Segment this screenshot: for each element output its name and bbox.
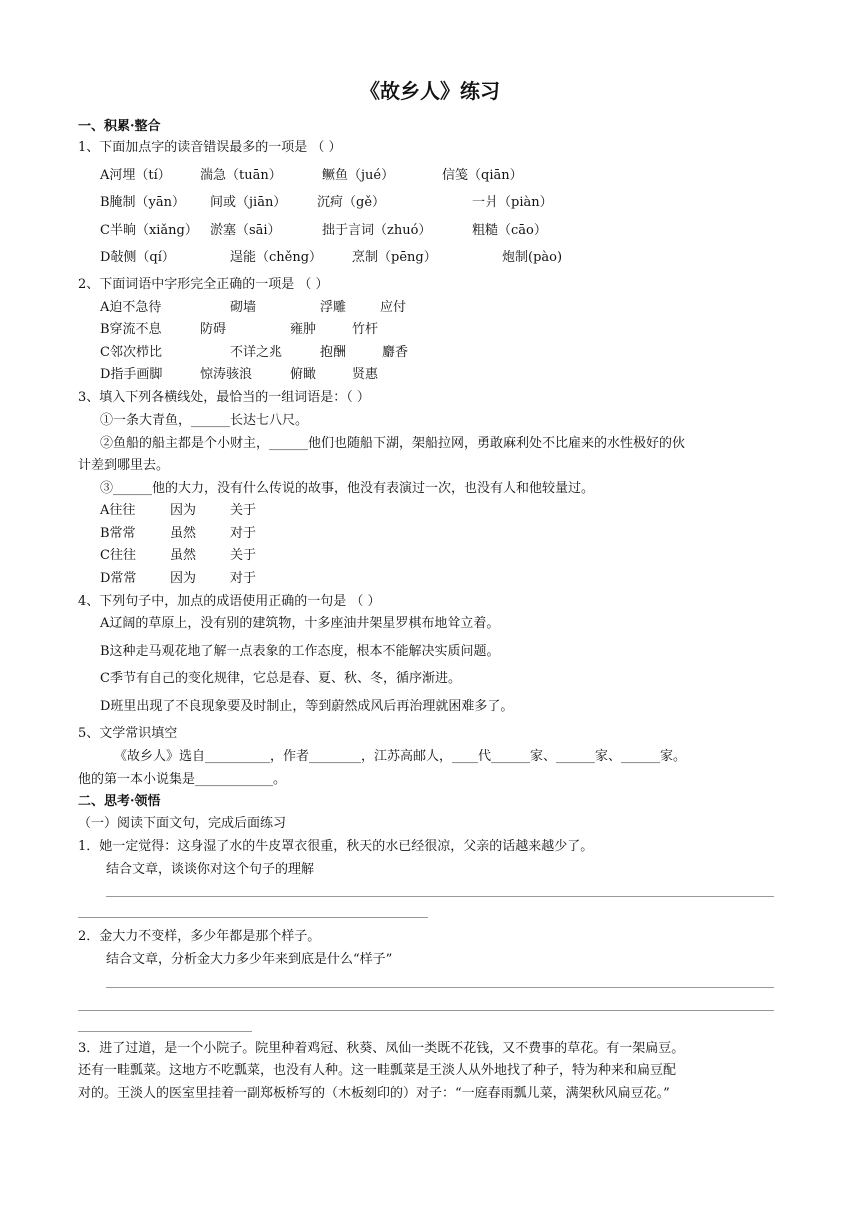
option-item: 应付 (380, 300, 407, 315)
option-item: 粗糙（cāo） (472, 223, 547, 238)
option-item: 因为 (170, 571, 197, 586)
reading-question-2-stem: 2．金大力不变样，多少年都是那个样子。 (78, 929, 321, 944)
option-item: 俯瞰 (290, 367, 317, 382)
option-item: 惊涛骇浪 (200, 367, 253, 382)
reading-question-2-prompt: 结合文章，分析金大力多少年来到底是什么“样子” (106, 952, 393, 967)
option-item: 贤惠 (352, 367, 379, 382)
answer-line (78, 1010, 774, 1011)
option-item: 沉疴（gě） (317, 195, 386, 210)
question-5-line-1: 《故乡人》选自__________，作者________，江苏高邮人，____代______家、______家、______家。 (114, 749, 687, 764)
option-item: D常常 (100, 571, 137, 586)
reading-question-3-line-3: 对的。王淡人的医室里挂着一副郑板桥写的（木板刻印的）对子：“一庭春雨瓢儿菜，满架秋风扁豆花。” (78, 1086, 670, 1101)
question-1-option-d (100, 249, 562, 267)
question-1-option-c (100, 222, 547, 240)
question-4-stem: 4、下列句子中，加点的成语使用正确的一句是 （ ） (78, 594, 381, 609)
option-item: 关于 (230, 548, 257, 563)
option-item: 不详之兆 (230, 345, 283, 360)
question-4-option-a: A辽阔的草原上，没有别的建筑物，十多座油井架星罗棋布地耸立着。 (100, 616, 500, 631)
question-5-stem: 5、文学常识填空 (78, 726, 178, 741)
option-item: C邻次栉比 (100, 345, 162, 360)
option-item: 对于 (230, 526, 257, 541)
question-3-option-a (100, 502, 256, 520)
option-item: B穿流不息 (100, 322, 162, 337)
option-item: 炮制(pào) (502, 250, 563, 265)
option-item: 竹杆 (352, 322, 379, 337)
question-3-sentence-2: ②鱼船的船主都是个小财主，______他们也随船下湖，架船拉网，勇敢麻利处不比雇来的水性极好的伙 (100, 436, 686, 451)
question-1-option-a (100, 167, 523, 185)
option-item: 砌墙 (230, 300, 257, 315)
option-item: 浮雕 (320, 300, 347, 315)
option-item: 麝香 (382, 345, 409, 360)
option-item: 对于 (230, 571, 257, 586)
section-heading-2: 二、思考·领悟 (78, 794, 161, 809)
reading-question-3-line-1: 3．进了过道，是一个小院子。院里种着鸡冠、秋葵、凤仙一类既不花钱，又不费事的草花。有一架扁豆。 (78, 1041, 685, 1056)
option-item: 湍急（tuān） (200, 168, 282, 183)
question-2-option-a (100, 299, 406, 317)
option-item: A迫不急待 (100, 300, 162, 315)
option-item: 因为 (170, 503, 197, 518)
answer-line (78, 917, 428, 918)
option-item: A河埋（tí） (100, 168, 171, 183)
option-item: 防碍 (200, 322, 227, 337)
option-item: 淤塞（sāi） (210, 223, 281, 238)
option-item: 关于 (230, 503, 257, 518)
question-2-option-c (100, 344, 408, 362)
option-item: 抱酬 (320, 345, 347, 360)
option-item: D敧侧（qí） (100, 250, 175, 265)
question-4-option-c: C季节有自己的变化规律，它总是春、夏、秋、冬，循序渐进。 (100, 671, 461, 686)
question-2-option-b (100, 321, 378, 339)
page-title: 《故乡人》练习 (360, 79, 500, 103)
option-item: 雍肿 (290, 322, 317, 337)
option-item: 虽然 (170, 526, 197, 541)
section-heading-1: 一、积累·整合 (78, 119, 161, 134)
reading-question-3-line-2: 还有一畦瓢菜。这地方不吃瓢菜，也没有人种。这一畦瓢菜是王淡人从外地找了种子，特为种来和扁豆配 (78, 1063, 677, 1078)
question-3-option-d (100, 570, 256, 588)
option-item: B常常 (100, 526, 136, 541)
reading-question-1-prompt: 结合文章，谈谈你对这个句子的理解 (106, 862, 315, 877)
answer-line (78, 1031, 252, 1032)
question-3-sentence-1: ①一条大青鱼，______长达七八尺。 (100, 413, 309, 428)
option-item: B腌制（yān） (100, 195, 186, 210)
question-2-stem: 2、下面词语中字形完全正确的一项是 （ ） (78, 277, 329, 292)
option-item: 烹制（pēng） (352, 250, 437, 265)
option-item: 一爿（piàn） (472, 195, 553, 210)
question-5-line-2: 他的第一本小说集是____________。 (78, 772, 287, 787)
option-item: 鳜鱼（jué） (322, 168, 395, 183)
option-item: A往往 (100, 503, 136, 518)
reading-question-1-stem: 1．她一定觉得：这身湿了水的牛皮罩衣很重，秋天的水已经很凉，父亲的话越来越少了。 (78, 839, 594, 854)
question-3-sentence-3: ③______他的大力，没有什么传说的故事，他没有表演过一次，也没有人和他较量过。 (100, 481, 595, 496)
question-1-stem: 1、下面加点字的读音错误最多的一项是 （ ） (78, 140, 342, 155)
option-item: 逞能（chěng） (230, 250, 323, 265)
question-3-option-b (100, 525, 256, 543)
answer-line (106, 987, 774, 988)
option-item: 间或（jiān） (210, 195, 287, 210)
option-item: D指手画脚 (100, 367, 163, 382)
option-item: C往往 (100, 548, 136, 563)
question-3-stem: 3、填入下列各横线处，最恰当的一组词语是：（ ） (78, 390, 370, 405)
option-item: C半晌（xiǎng） (100, 223, 198, 238)
question-4-option-d: D班里出现了不良现象要及时制止，等到蔚然成风后再治理就困难多了。 (100, 699, 514, 714)
question-4-option-b: B这种走马观花地了解一点表象的工作态度，根本不能解决实质问题。 (100, 644, 500, 659)
reading-part-1-heading: （一）阅读下面文句，完成后面练习 (78, 816, 287, 831)
question-3-sentence-2-cont: 计差到哪里去。 (78, 458, 170, 473)
option-item: 虽然 (170, 548, 197, 563)
question-3-option-c (100, 547, 256, 565)
question-1-option-b (100, 194, 553, 212)
option-item: 拙于言词（zhuó） (322, 223, 432, 238)
question-2-option-d (100, 366, 378, 384)
answer-line (106, 896, 774, 897)
option-item: 信笺（qiān） (442, 168, 523, 183)
